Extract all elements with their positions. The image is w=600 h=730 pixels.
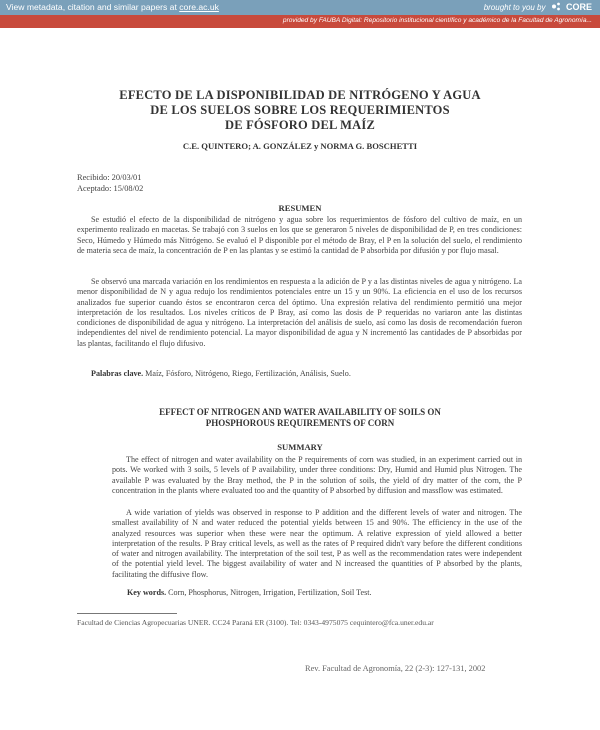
- title-line: DE FÓSFORO DEL MAÍZ: [225, 118, 375, 132]
- summary-keywords: [127, 588, 372, 597]
- core-brought-by: brought to you by: [483, 3, 546, 12]
- paper-authors: C.E. QUINTERO; A. GONZÁLEZ y NORMA G. BOSCHETTI: [182, 141, 418, 151]
- english-title-line: PHOSPHOROUS REQUIREMENTS OF CORN: [205, 418, 395, 428]
- author-affiliation-footnote: Facultad de Ciencias Agropecuarias UNER. CC24 Paraná ER (3100). Tel: 0343-4975075 cequintero@fca.uner.edu.ar: [77, 618, 434, 627]
- summary-paragraph-2: A wide variation of yields was observed in response to P addition and the different levels of water and nitrogen. The smallest availability of N and water reduced the potential yields between 15 and 90%. The efficiency in the use of the analyzed resources was superior when these were near the optimum. A relative expression of yield allowed a better interpretation of the results. P Bray critical levels, as well as the rates of P required didn't vary before the different conditions of water and nitrogen availability. The interpretation of the soil test, P as well as the recommendation rates were independent of the potential yield level. The biggest availability of water and N increased the quantities of P absorbed by the plants, facilitating the diffusive flow.: [112, 508, 522, 579]
- keywords-text: Corn, Phosphorus, Nitrogen, Irrigation, Fertilization, Soil Test.: [166, 588, 372, 597]
- title-line: EFECTO DE LA DISPONIBILIDAD DE NITRÓGENO Y AGUA: [119, 88, 481, 102]
- keywords-label: Palabras clave.: [91, 369, 144, 378]
- english-title: [120, 407, 480, 429]
- paper-title: [90, 88, 510, 133]
- footnote-divider: [77, 613, 177, 614]
- core-logo-text: CORE: [565, 2, 592, 12]
- paper-dates: [77, 172, 143, 194]
- core-metadata-link-row: [6, 2, 219, 12]
- accepted-date: Aceptado: 15/08/02: [77, 184, 144, 193]
- resumen-keywords: [91, 369, 351, 378]
- keywords-label: Key words.: [127, 588, 167, 597]
- resumen-paragraph-2: Se observó una marcada variación en los rendimientos en respuesta a la adición de P y a las distintas niveles de agua y nitrógeno. La menor disponibilidad de N y agua redujo los rendimientos potenciales entre un 15 y un 90%. La eficiencia en el uso de los recursos analizados fue superior cuando éstos se encontraron cerca del óptimo. Una expresión relativa del rendimiento permitió una mejor interpretación de los resultados. Los niveles críticos de P Bray, así como las dosis de P requeridas no variaron ante las distintas condiciones de disponibilidad de agua y nitrógeno. La interpretación del análisis de suelo, así como las dosis de recomendación fueron independientes del nivel de rendimiento potencial. La mayor disponibilidad de agua y N incrementó las cantidades de P absorbidas por las plantas, facilitando el flujo difusivo.: [77, 277, 522, 348]
- journal-citation: Rev. Facultad de Agronomía, 22 (2-3): 127-131, 2002: [305, 664, 486, 673]
- received-date: Recibido: 20/03/01: [77, 173, 142, 182]
- resumen-paragraph-1: Se estudió el efecto de la disponibilidad de nitrógeno y agua sobre los requerimientos de fósforo del cultivo de maíz, en un experimento realizado en macetas. Se trabajó con 3 suelos en los que se generaron 5 niveles de disponibilidad de P, en tres condiciones: Seco, Húmedo y Húmedo más Nitrógeno. Se evaluó el P disponible por el método de Bray, el P en la solución del suelo, el rendimiento de materia seca de maíz, la concentración de P en las plantas y se estimó la cantidad de P absorbida por difusión y por flujo masal.: [77, 215, 522, 255]
- keywords-text: Maíz, Fósforo, Nitrógeno, Riego, Fertilización, Análisis, Suelo.: [143, 369, 351, 378]
- core-brand[interactable]: [484, 2, 592, 12]
- resumen-heading: RESUMEN: [278, 203, 322, 213]
- core-link[interactable]: core.ac.uk: [179, 2, 219, 12]
- summary-heading: SUMMARY: [277, 442, 323, 452]
- core-provider-bar: [0, 15, 600, 28]
- core-header-bar: [0, 0, 600, 15]
- english-title-line: EFFECT OF NITROGEN AND WATER AVAILABILITY OF SOILS ON: [159, 407, 441, 417]
- core-logo-icon: [551, 2, 561, 11]
- core-link-prefix: View metadata, citation and similar papers at: [6, 2, 180, 12]
- title-line: DE LOS SUELOS SOBRE LOS REQUERIMIENTOS: [150, 103, 450, 117]
- core-provider-text[interactable]: provided by FAUBA Digital: Repositorio institucional científico y académico de la Facultad de Agronomía...: [282, 17, 592, 24]
- summary-paragraph-1: The effect of nitrogen and water availability on the P requirements of corn was studied, in an experiment carried out in pots. We worked with 3 soils, 5 levels of P availability, under three conditions: Dry, Humid and Humid plus Nitrogen. The available P was evaluated by the Bray method, the P in the solution of soils, the yield of dry matter of the corn, the P concentration in the plants where evaluated too and the quantity of P absorbed by diffusion and massflow was estimated.: [112, 455, 522, 495]
